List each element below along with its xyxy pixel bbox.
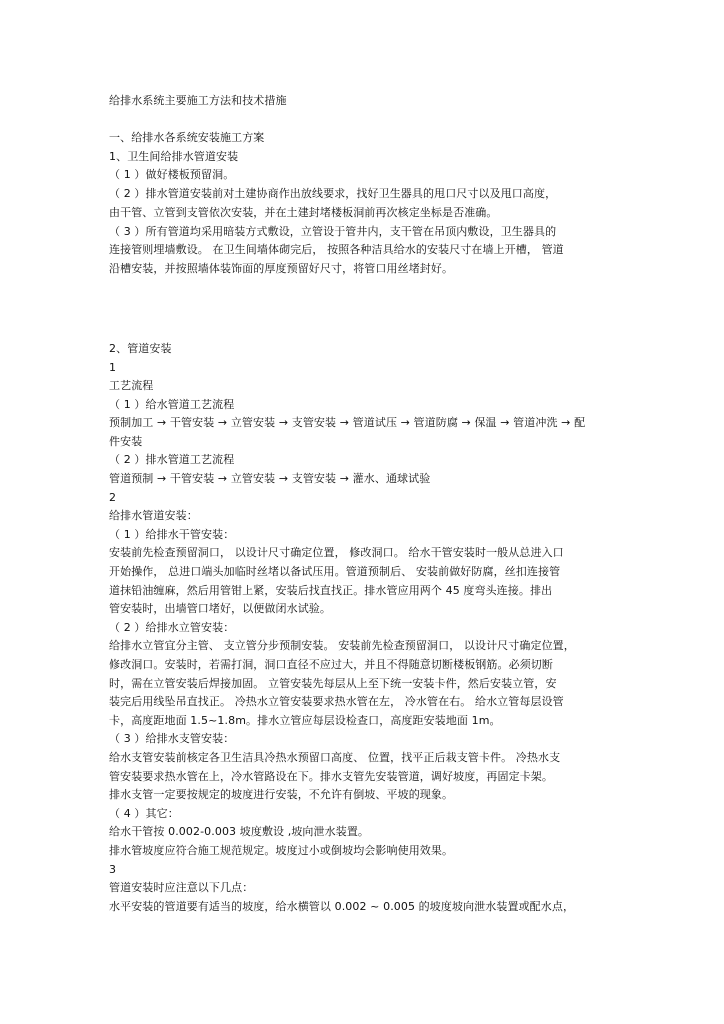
paragraph-line: 件安装 — [109, 435, 143, 448]
list-number: 2 — [109, 491, 117, 504]
paragraph-line: 管道安装时应注意以下几点： — [109, 881, 254, 894]
section-heading: 一、给排水各系统安装施工方案 — [109, 131, 265, 144]
paragraph-line: 卡，高度距地面 1.5~1.8m。排水立管应每层设检查口，高度距安装地面 1m。 — [109, 714, 501, 727]
paragraph-line: 排水支管一定要按规定的坡度进行安装，不允许有倒坡、平坡的现象。 — [109, 788, 454, 801]
paragraph-line: （ 1 ）做好楼板预留洞。 — [109, 168, 235, 181]
subsection-heading: 1、卫生间给排水管道安装 — [109, 150, 239, 163]
paragraph-line: 管安装要求热水管在上，冷水管路设在下。排水支管先安装管道，调好坡度，再固定卡架。 — [109, 770, 553, 783]
paragraph-line: 给排水立管宜分主管、 支立管分步预制安装。 安装前先检查预留洞口， 以设计尺寸确定位置， — [109, 639, 575, 652]
paragraph-line: （ 4 ）其它： — [109, 807, 179, 820]
paragraph-line: 预制加工 → 干管安装 → 立管安装 → 支管安装 → 管道试压 → 管道防腐 → 保温 → 管道冲洗 → 配 — [109, 416, 586, 429]
paragraph-line: 管道预制 → 干管安装 → 立管安装 → 支管安装 → 灌水、通球试验 — [109, 472, 431, 485]
paragraph-line: 安装前先检查预留洞口， 以设计尺寸确定位置， 修改洞口。 给水干管安装时一般从总进入口 — [109, 546, 564, 559]
paragraph-line: （ 3 ）所有管道均采用暗装方式敷设，立管设于管井内，支干管在吊顶内敷设，卫生器具的 — [109, 225, 557, 238]
paragraph-line: 排水管坡度应符合施工规范规定。坡度过小或倒坡均会影响使用效果。 — [109, 844, 454, 857]
paragraph-line: 给排水管道安装： — [109, 509, 198, 522]
paragraph-line: 管安装时，出墙管口堵好，以便做闭水试验。 — [109, 602, 331, 615]
document-title: 给排水系统主要施工方法和技术措施 — [109, 94, 287, 107]
paragraph-line: （ 2 ）排水管道安装前对土建协商作出放线要求，找好卫生器具的甩口尺寸以及甩口高度， — [109, 187, 557, 200]
paragraph-line: 连接管则埋墙敷设。 在卫生间墙体砌完后， 按照各种洁具给水的安装尺寸在墙上开槽， 管道 — [109, 243, 564, 256]
paragraph-line: 沿槽安装，并按照墙体装饰面的厚度预留好尺寸，将管口用丝堵封好。 — [109, 262, 454, 275]
list-number: 3 — [109, 863, 117, 876]
paragraph-line: （ 2 ）排水管道工艺流程 — [109, 453, 235, 466]
subsection-heading: 2、管道安装 — [109, 342, 172, 355]
paragraph-line: 由干管、立管到支管依次安装，并在土建封堵楼板洞前再次核定坐标是否准确。 — [109, 206, 498, 219]
paragraph-line: （ 1 ）给排水干管安装： — [109, 528, 235, 541]
paragraph-line: 水平安装的管道要有适当的坡度，给水横管以 0.002 ~ 0.005 的坡度坡向泄水装置或配水点， — [109, 900, 575, 913]
paragraph-line: 给水支管安装前核定各卫生洁具冷热水预留口高度、 位置，找平正后栽支管卡件。 冷热水支 — [109, 751, 561, 764]
paragraph-line: 时，需在立管安装后焊接加固。 立管安装先每层从上至下统一安装卡件，然后安装立管，安 — [109, 677, 557, 690]
paragraph-line: 给水干管按 0.002-0.003 坡度敷设 ,坡向泄水装置。 — [109, 825, 370, 838]
paragraph-line: 工艺流程 — [109, 379, 154, 392]
paragraph-line: （ 3 ）给排水支管安装： — [109, 732, 235, 745]
list-number: 1 — [109, 361, 117, 374]
paragraph-line: 道抹铅油缠麻，然后用管钳上紧，安装后找直找正。排水管应用两个 45 度弯头连接。排出 — [109, 584, 553, 597]
paragraph-line: （ 2 ）给排水立管安装： — [109, 621, 235, 634]
paragraph-line: 装完后用线坠吊直找正。 冷热水立管安装要求热水管在左， 冷水管在右。 给水立管每层设管 — [109, 695, 564, 708]
paragraph-line: 开始操作， 总进口端头加临时丝堵以备试压用。管道预制后、 安装前做好防腐，丝扣连接管 — [109, 565, 561, 578]
paragraph-line: （ 1 ）给水管道工艺流程 — [109, 398, 235, 411]
paragraph-line: 修改洞口。安装时，若需打洞，洞口直径不应过大，并且不得随意切断楼板钢筋。必须切断 — [109, 658, 553, 671]
